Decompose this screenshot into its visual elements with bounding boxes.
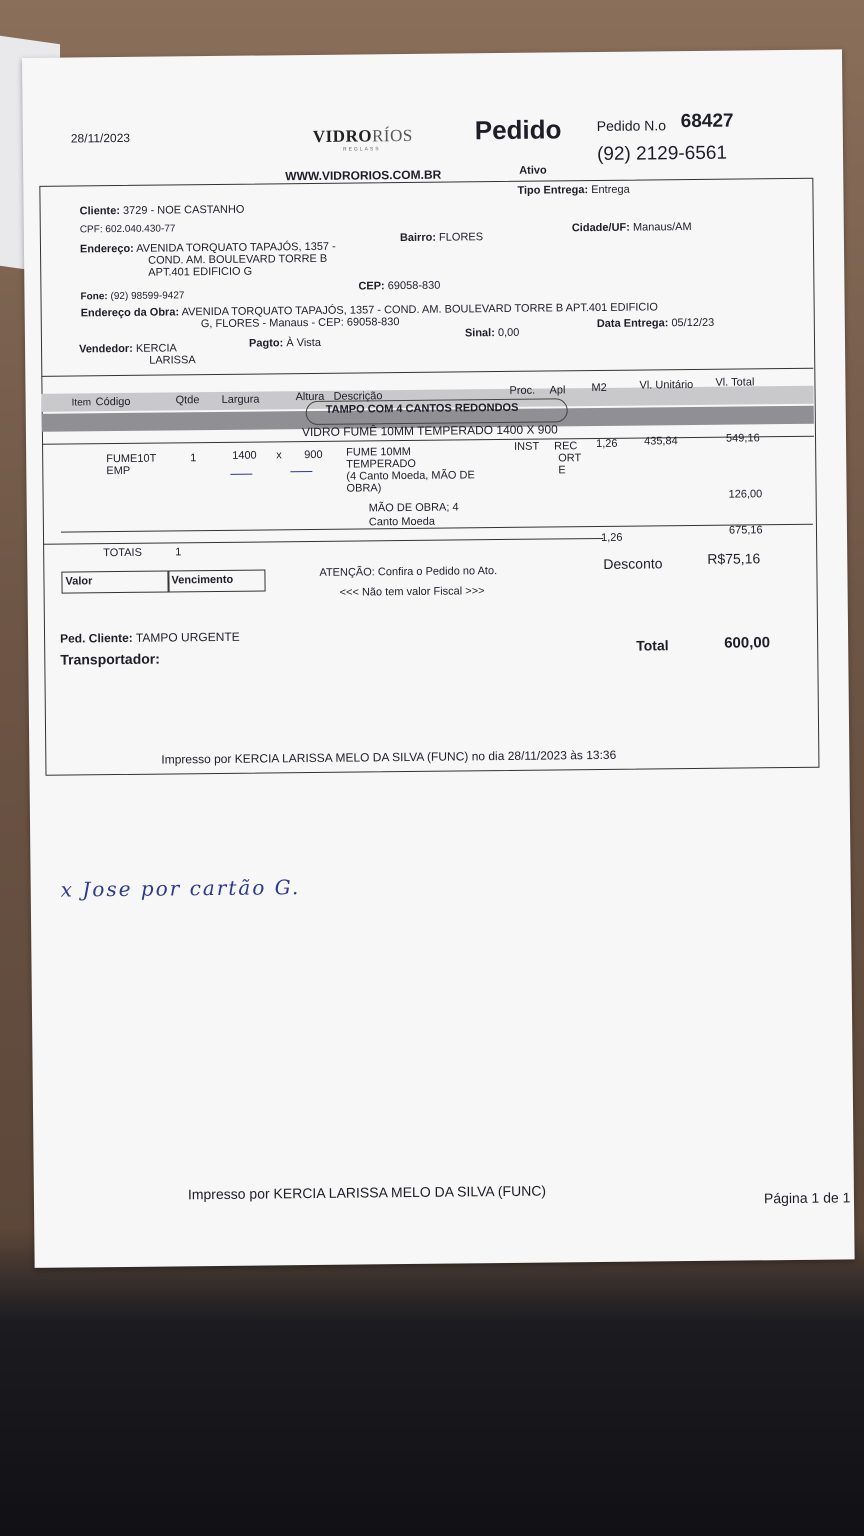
total-label: Total [636, 637, 669, 654]
col-m2: M2 [591, 381, 607, 395]
pagto: Pagto: À Vista [248, 336, 322, 350]
desconto-value: R$75,16 [707, 550, 761, 567]
endereco-line-2: COND. AM. BOULEVARD TORRE B [148, 252, 328, 267]
row-proc: INST [514, 440, 540, 453]
order-document [22, 49, 855, 1268]
endereco-line-3: APT.401 EDIFICIO G [148, 265, 253, 279]
product-title: VIDRO FUMÊ 10MM TEMPERADO 1400 X 900 [301, 422, 558, 440]
col-codigo: Código [95, 395, 131, 409]
col-qtde: Qtde [175, 394, 200, 407]
order-status: Ativo [519, 164, 547, 177]
fiscal-notice: <<< Não tem valor Fiscal >>> [339, 585, 485, 599]
service-desc-1: MÃO DE OBRA; 4 [368, 501, 459, 515]
order-number-label: Pedido N.o [596, 117, 667, 134]
order-number: 68427 [680, 110, 734, 133]
totais-m2: 1,26 [600, 531, 623, 544]
valor-label: Valor [65, 575, 93, 588]
service-value: 126,00 [728, 488, 763, 501]
row-apl-3: E [558, 464, 566, 477]
totais-label: TOTAIS [103, 546, 142, 560]
cpf: CPF: 602.040.430-77 [79, 223, 176, 236]
row-codigo: FUME10T [106, 452, 157, 466]
service-desc-2: Canto Moeda [368, 515, 435, 529]
document-title: Pedido [474, 114, 562, 146]
company-logo: VIDRORÍOS [312, 125, 413, 146]
row-m2: 1,26 [596, 437, 618, 451]
handwritten-note: x Jose por cartão G. [60, 875, 301, 902]
row-vl-total: 549,16 [725, 432, 760, 445]
col-item: Item [71, 397, 92, 409]
totais-qtde: 1 [175, 546, 182, 559]
pen-mark [290, 471, 312, 472]
printed-by: Impresso por KERCIA LARISSA MELO DA SILVA (FUNC) no dia 28/11/2023 às 13:36 [161, 747, 617, 767]
desconto-label: Desconto [603, 555, 663, 572]
row-vl-unitario: 435,84 [643, 435, 678, 448]
endereco: Endereço: AVENIDA TORQUATO TAPAJÓS, 1357 - [79, 240, 336, 256]
col-proc: Proc. [509, 384, 536, 397]
col-largura: Largura [221, 393, 260, 406]
row-desc-3: (4 Canto Moeda, MÃO DE [346, 469, 475, 483]
total-value: 600,00 [724, 634, 771, 652]
endereco-obra-line-2: G, FLORES - Manaus - CEP: 69058-830 [200, 316, 400, 331]
endereco-obra: Endereço da Obra: AVENIDA TORQUATO TAPAJÓS, 1357 - COND. AM. BOULEVARD TORRE B APT.401 EDIFICIO [80, 301, 658, 320]
atencao-notice: ATENÇÃO: Confira o Pedido no Ato. [319, 565, 498, 579]
page-number: Página 1 de 1 [763, 1189, 851, 1207]
data-entrega: Data Entrega: 05/12/23 [596, 316, 715, 330]
vencimento-label: Vencimento [171, 573, 234, 587]
bairro: Bairro: FLORES [399, 231, 484, 245]
row-desc-1: FUME 10MM [346, 445, 411, 459]
col-descricao: Descrição [333, 390, 383, 403]
fone: Fone: (92) 98599-9427 [80, 290, 185, 303]
company-phone: (92) 2129-6561 [596, 142, 728, 165]
row-altura: 900 [304, 448, 323, 462]
cliente: Cliente: 3729 - NOE CASTANHO [79, 203, 245, 218]
row-codigo-2: EMP [106, 464, 131, 478]
website: WWW.VIDRORIOS.COM.BR [285, 167, 442, 184]
row-desc-2: TEMPERADO [346, 457, 417, 471]
transportador-label: Transportador: [60, 650, 160, 668]
logo-subtitle: REGLASS [342, 146, 381, 153]
page-printed-by: Impresso por KERCIA LARISSA MELO DA SILVA (FUNC) [187, 1182, 547, 1203]
vendedor-line-2: LARISSA [149, 354, 196, 367]
ped-cliente: Ped. Cliente: TAMPO URGENTE [60, 629, 240, 646]
tipo-entrega: Tipo Entrega: Entrega [517, 183, 630, 197]
print-date: 28/11/2023 [70, 130, 131, 146]
row-apl: REC [554, 440, 578, 453]
cep: CEP: 69058-830 [358, 279, 441, 293]
col-vl-total: Vl. Total [715, 376, 755, 389]
totais-value: 675,16 [728, 524, 763, 537]
row-x: x [276, 449, 282, 462]
col-altura: Altura [295, 390, 325, 404]
sinal: Sinal: 0,00 [464, 326, 520, 340]
row-desc-4: OBRA) [346, 482, 382, 495]
row-qtde: 1 [190, 452, 197, 465]
vendedor: Vendedor: KERCIA [78, 342, 177, 356]
cidade-uf: Cidade/UF: Manaus/AM [571, 220, 692, 235]
group-title: TAMPO COM 4 CANTOS REDONDOS [325, 401, 519, 416]
col-apl: Apl [549, 384, 566, 397]
row-apl-2: ORT [558, 452, 582, 465]
col-vl-unitario: Vl. Unitário [639, 378, 694, 392]
row-largura: 1400 [232, 449, 257, 462]
